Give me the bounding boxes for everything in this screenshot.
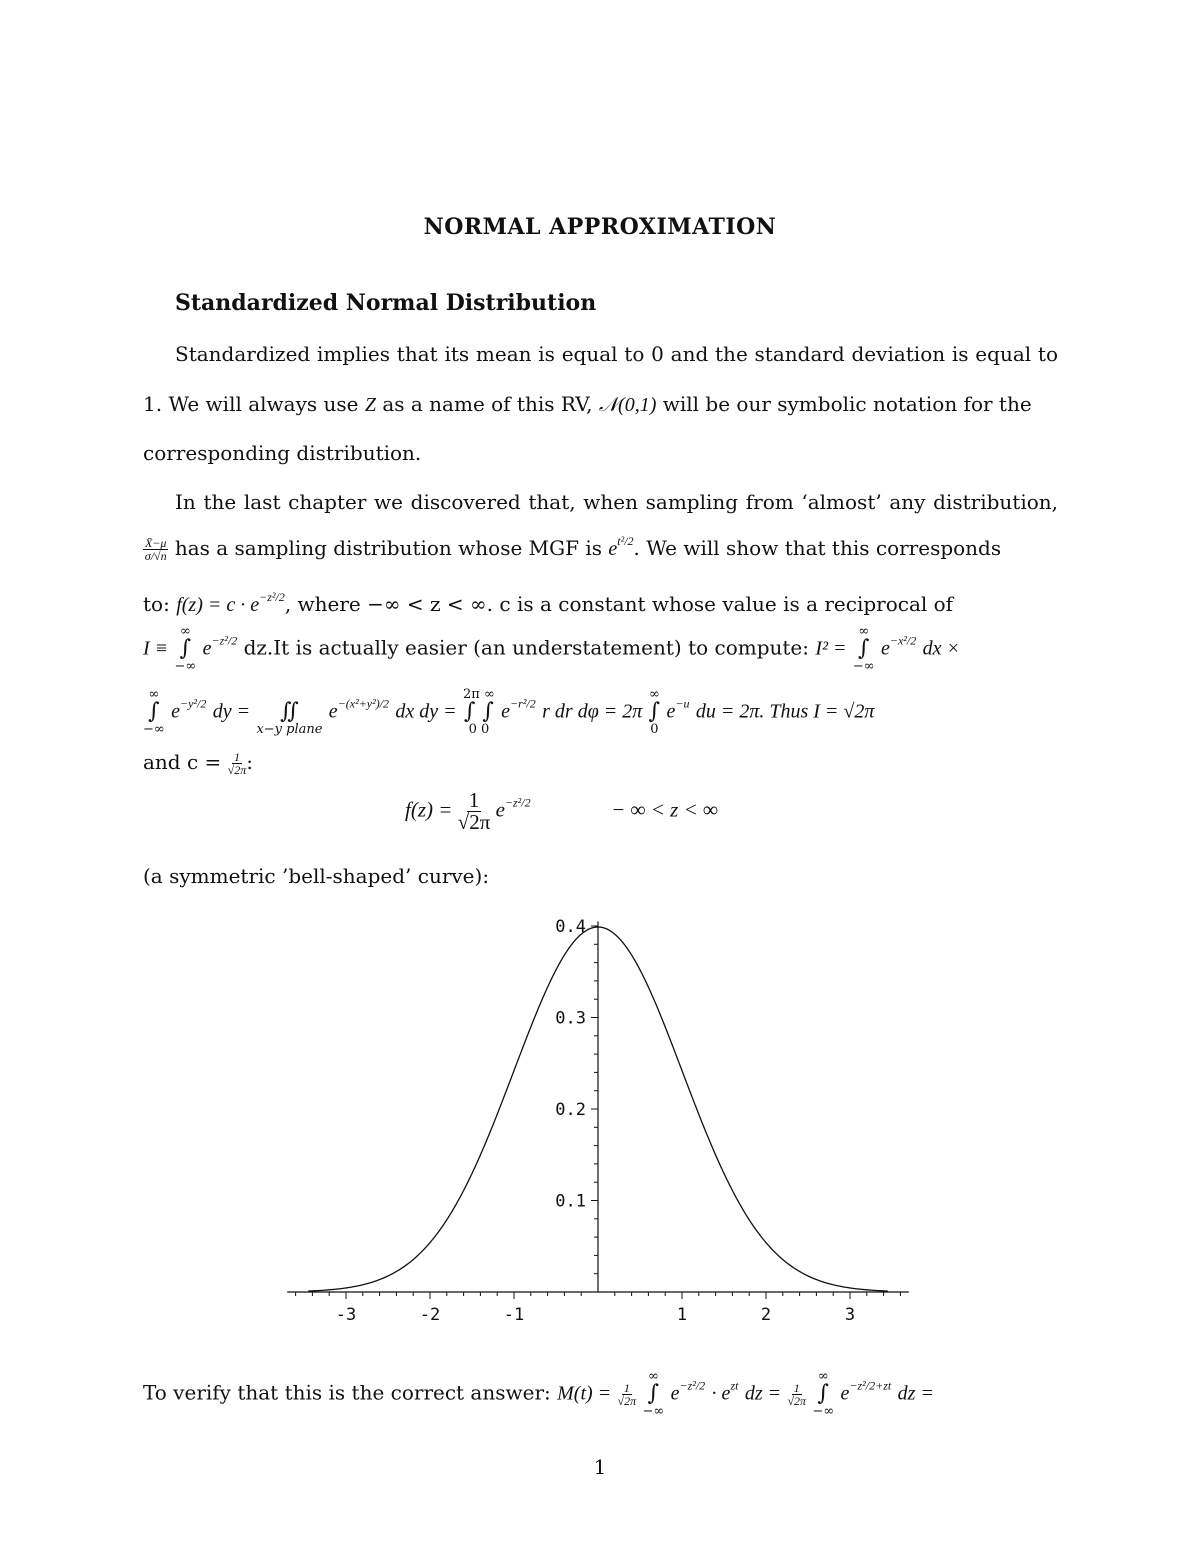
x-tick-label: -3 <box>335 1305 357 1325</box>
integral-sign: ∞ ∫ −∞ <box>174 624 197 674</box>
y-tick-label: 0.3 <box>555 1008 586 1029</box>
y-tick-label: 0.1 <box>555 1191 586 1212</box>
y-tick-label: 0.2 <box>555 1100 586 1120</box>
verify-line: To verify that this is the correct answer: M(t) = $\frac{1}{√2\pi}$ ∞ ∫ −∞ $e^{-z^2/2} \cdot e^{zt}$ dz = $\frac{1}{√2\pi}$ ∞ ∫ −∞ $e^{-z^2/2+zt}$ dz = <box>143 1369 934 1419</box>
x-tick-label: 1 <box>676 1305 688 1325</box>
x-tick-label: -1 <box>503 1305 525 1325</box>
page-number: 1 <box>593 1455 607 1479</box>
para1-line2: 1. We will always use Z as a name of this RV, 𝒩(0,1) will be our symbolic notation for the <box>143 392 1032 416</box>
integral-sign: ∞ ∫ −∞ <box>852 624 875 674</box>
x-tick-label: 2 <box>760 1305 772 1325</box>
x-tick-label: 3 <box>844 1305 856 1325</box>
para2-line2: $\frac{X̄-\mu}{\sigma/√n}$ has a sampling distribution whose MGF is $e^{t^2/2}$. We will show that this corresponds <box>144 534 1002 563</box>
para1-line1: Standardized implies that its mean is equal to 0 and the standard deviation is equal to <box>175 342 1058 366</box>
para2-line1: In the last chapter we discovered that, when sampling from ‘almost’ any distribution, <box>175 490 1058 514</box>
para2-line6: and c = $\frac{1}{√2\pi}$ : <box>143 750 253 777</box>
page-title: NORMAL APPROXIMATION <box>423 214 777 240</box>
y-tick-label: 0.4 <box>555 917 586 937</box>
para2-line5: ∞ ∫ −∞ $e^{-y^2/2}$ dy = ∬ x−y plane $e^{-(x^2+y^2)/2}$ dx dy = 2π ∞ ∫ ∫ 0 0 $e^{-r^2/2}$ r dr dφ = 2π ∞ ∫ 0 $e^{-u}$ du = 2π. Thus I = √2π <box>143 687 875 737</box>
constant-fraction: $\frac{1}{√2\pi}$ <box>227 750 247 777</box>
display-formula: f(z) = $\frac{1}{√2\pi}$ $e^{-z^2/2}$ − ∞ < z < ∞ <box>405 788 718 834</box>
bell-curve-chart <box>280 905 920 1335</box>
double-integral-sign: ∬ x−y plane <box>256 699 323 737</box>
para2-line3: to: $f(z) = c \cdot e^{-z^2/2}$, where −∞ < z < ∞. c is a constant whose value is a reciprocal of <box>143 590 954 616</box>
curve-caption: (a symmetric ’bell-shaped’ curve): <box>143 864 490 888</box>
para2-line4: I ≡ ∞ ∫ −∞ $e^{-z^2/2}$ dz.It is actually easier (an understatement) to compute: I² = ∞ ∫ −∞ $e^{-x^2/2}$ dx × <box>143 624 960 674</box>
para1-line3: corresponding distribution. <box>143 441 422 465</box>
integral-sign: ∞ ∫ −∞ <box>642 1369 665 1419</box>
x-tick-label: -2 <box>419 1305 441 1325</box>
verify-fraction-2: $\frac{1}{√2\pi}$ <box>787 1380 807 1408</box>
polar-integral-sign: 2π ∞ ∫ ∫ 0 0 <box>463 687 495 737</box>
integral-sign: ∞ ∫ −∞ <box>143 687 165 737</box>
section-heading: Standardized Normal Distribution <box>175 290 597 316</box>
integral-sign: ∞ ∫ −∞ <box>812 1369 835 1419</box>
verify-fraction: $\frac{1}{√2\pi}$ <box>617 1380 637 1408</box>
sample-mean-fraction: $\frac{X̄-\mu}{\sigma/√n}$ <box>144 536 167 563</box>
display-fraction: $\frac{1}{√2\pi}$ <box>457 788 491 834</box>
integral-sign: ∞ ∫ 0 <box>648 687 661 737</box>
